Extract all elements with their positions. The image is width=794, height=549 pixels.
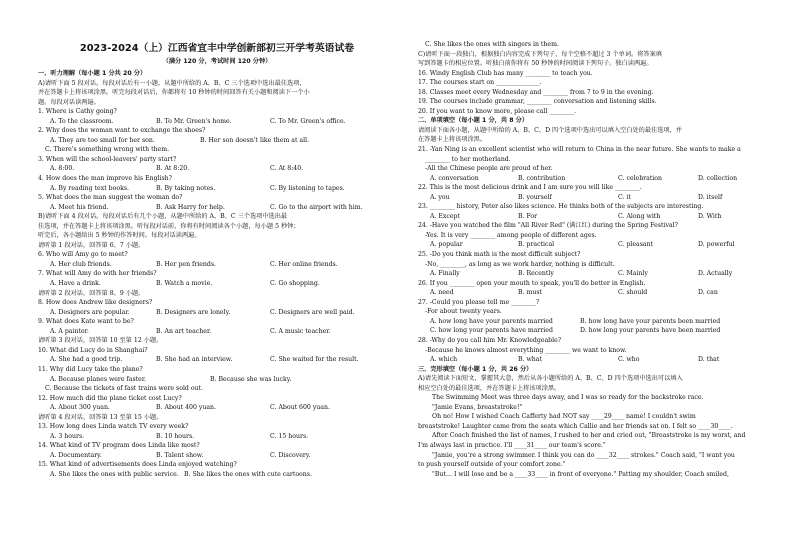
text-line: 22. This is the most delicious drink and I am sure you will like ________.: [418, 184, 642, 192]
text-line: ________ to her motherland.: [425, 155, 511, 163]
text-line: "But… I will lose and be a ____33____ in front of everyone." Patting my shoulder, Coach smiled,: [432, 470, 729, 478]
answer-option: A. Documentary.: [50, 451, 102, 459]
option-row: [38, 117, 396, 127]
text-line: 3. When will the school-leavers' party start?: [38, 155, 177, 163]
left-column: [38, 69, 396, 480]
text-line: 请听第 4 段对话，回答第 13 至第 15 小题。: [38, 413, 163, 421]
answer-option: B. contribution: [518, 174, 566, 182]
text-line: "Jamie, you're a strong swimmer. I think you can do ____32____ strokes." Coach said, "I want you: [432, 451, 735, 459]
exam-title: [38, 42, 396, 68]
answer-option: C. A music teacher.: [270, 327, 331, 335]
text-line: The Swimming Meet was three days away, and I was so ready for the backstroke race.: [432, 394, 704, 402]
section-heading: 一、听力理解（每小题 1 分共 20 分）: [38, 70, 147, 77]
answer-option: C. Designers are well paid.: [270, 308, 355, 316]
answer-option: A. how long have your parents married: [430, 317, 553, 325]
answer-option: A. conversation: [430, 174, 479, 182]
option-row: [38, 164, 396, 174]
right-column: [418, 40, 780, 479]
answer-option: A. need: [430, 289, 454, 297]
text-line: 27. -Could you please tell me ________?: [418, 298, 540, 306]
answer-option: B. To Mr. Green's home.: [156, 117, 232, 125]
answer-option: C. Mainly: [618, 270, 648, 278]
option-row: [418, 355, 780, 365]
text-line: 10. What did Lucy do in Shanghai?: [38, 346, 148, 354]
answer-option: C. At 8:40.: [270, 165, 304, 173]
answer-option: B. For: [518, 212, 538, 220]
option-row: [38, 184, 396, 194]
answer-option: B. Recently: [518, 270, 554, 278]
answer-option: D. With: [698, 212, 722, 220]
text-line: 21. -Yan Ning is an excellent scientist who will return to China in the near future. She wants to make a: [418, 146, 741, 154]
text-line: 在答题卡上将该项涂黑。: [418, 136, 487, 144]
option-row: [38, 203, 396, 213]
answer-option: B. About 400 yuan.: [156, 404, 216, 412]
text-line: 4. How does the man improve his English?: [38, 175, 172, 183]
answer-option: B. By taking notes.: [156, 184, 216, 192]
answer-option: C. 15 hours.: [270, 432, 309, 440]
answer-option: D. collection: [698, 174, 738, 182]
text-line: -For about twenty years.: [425, 308, 502, 316]
text-line: 请听第 1 段对话，回答第 6、7 小题。: [38, 241, 145, 249]
text-line: 24. -Have you watched the film "All River Red" (满江红) during the Spring Festival?: [418, 222, 678, 230]
answer-option: C. She waited for the result.: [270, 356, 359, 364]
text-line: 5. What does the man suggest the woman do?: [38, 194, 183, 202]
text-line: 9. What does Kate want to be?: [38, 318, 134, 326]
answer-option: A. About 300 yuan.: [50, 404, 110, 412]
text-line: -All the Chinese people are proud of her.: [425, 165, 553, 173]
text-line: 19. The courses include grammar, ________ conversation and listening skills.: [418, 98, 657, 106]
answer-option: C. it: [618, 193, 631, 201]
text-line: -No, ________, as long as we work harder, nothing is difficult.: [425, 260, 615, 268]
answer-option: D. can: [698, 289, 718, 297]
page-title: 2023-2024（上）江西省宜丰中学创新部初三开学考英语试卷: [79, 43, 355, 54]
answer-option: A. 8:00.: [50, 165, 75, 173]
text-line: breaststroke! Laughter came from the seats which Callie and her friends sat on. I felt so ____30____.: [418, 422, 733, 430]
option-row: [38, 403, 396, 413]
answer-option: D. Actually: [698, 270, 733, 278]
text-line: 25. -Do you think math is the most difficult subject?: [418, 251, 581, 259]
text-line: C. She likes the ones with singers in them.: [425, 41, 559, 48]
answer-option: A. Because planes were faster.: [50, 375, 147, 383]
answer-option: A. To the classroom.: [50, 117, 114, 125]
text-line: 6. Who will Amy go to meet?: [38, 251, 128, 259]
answer-option: A. Have a drink.: [50, 280, 101, 288]
text-line: 1. Where is Cathy going?: [38, 108, 117, 116]
answer-option: B. yourself: [518, 193, 552, 201]
option-row: [418, 193, 780, 203]
option-row: [418, 288, 780, 298]
option-row: [418, 326, 780, 336]
text-line: 题。每段对话读两遍。: [38, 98, 100, 106]
text-line: 26. If you ________ open your mouth to speak, you'll do better in English.: [418, 279, 646, 287]
option-row: [38, 327, 396, 337]
option-row: [418, 317, 780, 327]
answer-option: B. 10 hours.: [156, 432, 195, 440]
option-row: [38, 355, 396, 365]
option-row: [418, 212, 780, 222]
text-line: 23. ________ history, Peter also likes science. He thinks both of the subjects are interesting.: [418, 203, 704, 211]
answer-option: B. Her son doesn't like them at all.: [200, 136, 310, 144]
text-line: 写到答题卡的相应位置。听独白前你将有 50 秒钟的时间阅读下列句子。独白读两遍。: [418, 60, 653, 68]
answer-option: B. At 8:20.: [156, 165, 190, 173]
answer-option: C. pleasant: [618, 241, 654, 249]
text-line: 11. Why did Lucy take the plane?: [38, 365, 143, 373]
answer-option: C. About 600 yuan.: [270, 404, 330, 412]
answer-option: A. popular: [430, 241, 463, 249]
answer-option: B. what: [518, 356, 542, 364]
text-line: 2. Why does the woman want to exchange the shoes?: [38, 127, 206, 135]
option-row: [38, 260, 396, 270]
answer-option: C. By listening to tapes.: [270, 184, 345, 192]
text-line: After Coach finished the list of names, I rushed to her and cried out, "Breaststroke is my worst, and: [432, 432, 746, 440]
answer-option: B. Watch a movie.: [156, 280, 213, 288]
answer-option: A. Finally: [430, 270, 460, 278]
text-line: C)请听下面一段独白，根据独白内容完成下列句子，每个空格不超过 3 个单词。将答案填: [418, 50, 662, 58]
answer-option: A. Her club friends.: [50, 260, 112, 268]
text-line: C. Because the tickets of fast trains were sold out.: [45, 385, 204, 393]
answer-option: A. 3 hours.: [50, 432, 85, 440]
answer-option: D. that: [698, 356, 720, 364]
text-line: 17. The courses start on ______________.: [418, 79, 542, 87]
section-heading: 二、单项填空（每小题 1 分，共 8 分）: [418, 117, 529, 125]
text-line: Oh no! How I wished Coach Cafferty had NOT say ____29____ name! I couldn't swim: [432, 413, 696, 421]
option-row: [418, 174, 780, 184]
text-line: 15. What kind of advertisements does Linda enjoyed watching?: [38, 461, 237, 469]
answer-option: B. must: [518, 289, 542, 297]
answer-option: C. Her online friends.: [270, 260, 338, 268]
text-line: 请听第 3 段对话，回答第 10 至第 12 小题。: [38, 337, 163, 345]
answer-option: B. Talent show.: [156, 451, 204, 459]
text-line: 听完后，各小题给出 5 秒钟的作答时间。每段对话读两遍。: [38, 232, 201, 240]
answer-option: D. how long your parents have been married: [580, 327, 721, 335]
answer-option: A. By reading text books.: [50, 184, 129, 192]
answer-option: C. should: [618, 289, 648, 297]
answer-option: B. Because she was lucky.: [210, 375, 292, 383]
text-line: 8. How does Andrew like designers?: [38, 299, 153, 307]
text-line: 请听第 2 段对话，回答第 8、9 小题。: [38, 289, 145, 297]
answer-option: A. She likes the ones with public service.: [50, 470, 179, 478]
answer-option: B. practical: [518, 241, 555, 249]
option-row: [418, 269, 780, 279]
answer-option: B. An art teacher.: [156, 327, 212, 335]
option-row: [38, 470, 396, 480]
answer-option: C. Discovery.: [270, 451, 311, 459]
answer-option: A. you: [430, 193, 450, 201]
answer-option: C. Go to the airport with him.: [270, 203, 363, 211]
text-line: 相应空白处的最佳选项，并在答题卡上将该项涂黑。: [418, 384, 561, 392]
answer-option: A. which: [430, 356, 458, 364]
text-line: 12. How much did the plane ticket cost Lucy?: [38, 394, 182, 402]
answer-option: A. They are too small for her son.: [50, 136, 155, 144]
option-row: [38, 308, 396, 318]
option-row: [38, 279, 396, 289]
option-row: [38, 432, 396, 442]
text-line: 28. -Why do you call him Mr. Knowledgeable?: [418, 336, 562, 344]
answer-option: C. Along with: [618, 212, 661, 220]
answer-option: C. how long your parents have married: [430, 327, 553, 335]
text-line: 20. If you want to know more, please call ________.: [418, 107, 577, 115]
answer-option: D. itself: [698, 193, 723, 201]
text-line: 并在答题卡上将该项涂黑。听完每段对话后，你都将有 10 秒钟的时间回答有关小题和阅读下一个小: [38, 89, 310, 97]
text-line: C. There's something wrong with them.: [45, 146, 170, 154]
text-line: 13. How long does Linda watch TV every week?: [38, 423, 189, 431]
option-row: [38, 375, 396, 385]
answer-option: C. To Mr. Green's office.: [270, 117, 346, 125]
text-line: 18. Classes meet every Wednesday and ________ from 7 to 9 in the evening.: [418, 88, 654, 96]
option-row: [418, 240, 780, 250]
text-line: to push yourself outside of your comfort zone.": [418, 461, 566, 469]
answer-option: B. Her pen friends.: [156, 260, 217, 268]
text-line: I'm always last in practice. I'll ____31____ our team's score.": [418, 441, 606, 449]
option-row: [38, 136, 396, 146]
answer-option: D. powerful: [698, 241, 735, 249]
exam-subtitle: （满分 120 分，考试时间 120 分钟）: [162, 58, 272, 65]
answer-option: B. Ask Harry for help.: [156, 203, 225, 211]
text-line: A)请听下面 5 段对话。每段对话后有一小题，从题中所给的 A、B、C 三个选项中选出最佳选项，: [38, 79, 306, 87]
section-heading: 三、完形填空（每小题 1 分，共 26 分）: [418, 365, 533, 373]
answer-option: C. who: [618, 356, 640, 364]
answer-option: A. Except: [430, 212, 460, 220]
answer-option: A. She had a good trip.: [50, 356, 123, 364]
answer-option: C. celebration: [618, 174, 662, 182]
text-line: B)请听下面 4 段对话。每段对话后有几个小题，从题中所给的 A、B、C 三个选项中选出最: [38, 213, 288, 221]
text-line: 请阅读下面各小题，从题中所给的 A、B、C、D 四个选项中选出可以填入空白处的最佳选项，并: [418, 126, 682, 134]
text-line: "Jamie Evans, breaststroke!": [432, 403, 523, 411]
answer-option: A. A painter.: [50, 327, 89, 335]
answer-option: A. Designers are popular.: [50, 308, 130, 316]
answer-option: B. She had an interview.: [156, 356, 233, 364]
answer-option: B. how long have your parents been married: [580, 317, 721, 325]
answer-option: A. Meet his friend.: [50, 203, 109, 211]
text-line: 14. What kind of TV program does Linda like most?: [38, 442, 200, 450]
text-line: -Because he knows almost everything ________ we want to know.: [425, 346, 627, 354]
text-line: 16. Windy English Club has many ________ to teach you.: [418, 69, 593, 77]
text-line: 7. What will Amy do with her friends?: [38, 270, 157, 278]
option-row: [38, 451, 396, 461]
answer-option: C. Go shopping.: [270, 280, 320, 288]
text-line: 佳选项，并在答题卡上将该项涂黑。听每段对话前，你将有时间阅读各个小题，每小题 5 秒钟；: [38, 222, 300, 230]
text-line: A)请先阅读下面短文，掌握其大意，然后从各小题所给的 A、B、C、D 四个选项中选出可以填入: [418, 375, 683, 383]
answer-option: B. Designers are lonely.: [156, 308, 231, 316]
answer-option: B. She likes the ones with cute cartoons.: [184, 470, 312, 478]
text-line: -Yes. It is very ________ among people of different ages.: [425, 231, 597, 239]
